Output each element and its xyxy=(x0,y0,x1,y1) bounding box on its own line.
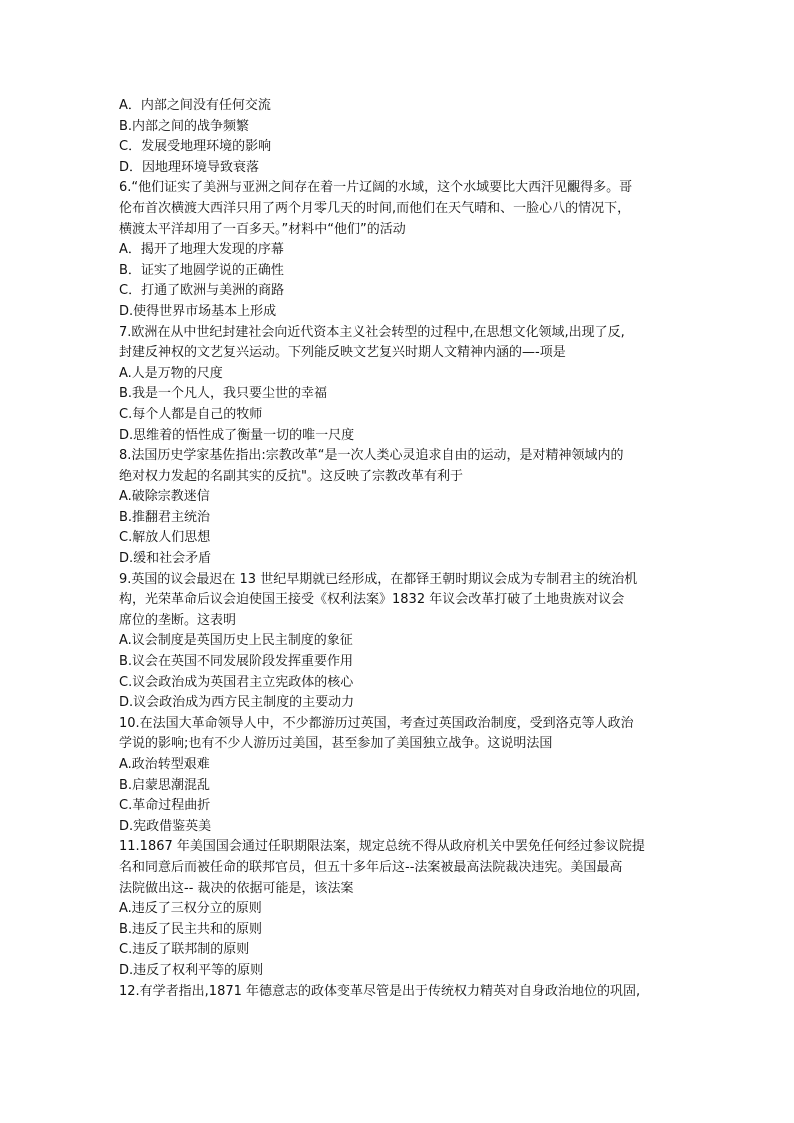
answer-option: A.违反了三权分立的原则 xyxy=(119,901,262,917)
question-stem-line: 7.欧洲在从中世纪封建社会向近代资本主义社会转型的过程中,在思想文化领域,出现了反, xyxy=(119,324,625,340)
answer-option: D．因地理环境导致衰落 xyxy=(119,159,260,175)
question-stem-line: 伦布首次横渡大西洋只用了两个月零几天的时间,而他们在天气晴和、一脸心八的情况下， xyxy=(119,200,631,216)
answer-option: B.议会在英国不同发展阶段发挥重要作用 xyxy=(119,654,354,670)
question-stem-line: 封建反神权的文艺复兴运动。下列能反映文艺复兴时期人文精神内涵的—-项是 xyxy=(119,345,566,361)
answer-option: A．揭开了地理大发现的序幕 xyxy=(119,242,284,258)
question-stem-line: 席位的垄断。这表明 xyxy=(119,612,237,628)
question-stem-line: 绝对权力发起的名副其实的反抗"。这反映了宗教改革有利于 xyxy=(119,468,463,484)
answer-option: B.推翻君主统治 xyxy=(119,509,211,525)
question-stem-line: 名和同意后而被任命的联邦官员，但五十多年后这--法案被最高法院裁决违宪。美国最高 xyxy=(119,859,623,875)
answer-option: A.破除宗教迷信 xyxy=(119,489,210,505)
answer-option: D.议会政治成为西方民主制度的主要动力 xyxy=(119,695,355,711)
answer-option: A.人是万物的尺度 xyxy=(119,365,223,381)
answer-option: A.政治转型艰难 xyxy=(119,757,210,772)
answer-option: C.违反了联邦制的原则 xyxy=(119,942,250,958)
answer-option: D.使得世界市场基本上形成 xyxy=(119,303,277,319)
question-stem-line: 构，光荣革命后议会迫使国王接受《权利法案》1832 年议会改革打破了土地贵族对议会 xyxy=(119,592,625,608)
answer-option: C.每个人都是自己的牧师 xyxy=(119,406,263,422)
answer-option: C.革命过程曲折 xyxy=(119,798,211,814)
answer-option: C.解放人们思想 xyxy=(119,530,211,546)
answer-option: B.违反了民主共和的原则 xyxy=(119,921,263,937)
answer-option: C．发展受地理环境的影响 xyxy=(119,139,272,155)
answer-option: B.启蒙思潮混乱 xyxy=(119,777,211,793)
answer-option: D.宪政借鉴英美 xyxy=(119,818,212,834)
answer-option: B.内部之间的战争频繁 xyxy=(119,118,250,134)
question-stem-line: 11.1867 年美国国会通过任职期限法案，规定总统不得从政府机关中罢免任何经过参议院提 xyxy=(119,839,645,855)
question-stem-line: 学说的影响;也有不少人游历过美国，甚至参加了美国独立战争。这说明法国 xyxy=(119,736,553,752)
answer-option: B．证实了地圆学说的正确性 xyxy=(119,262,284,278)
question-stem-line: 横渡太平洋却用了一百多天。”材料中“他们”的活动 xyxy=(119,221,406,237)
answer-option: A.议会制度是英国历史上民主制度的象征 xyxy=(119,633,353,649)
question-stem-line: 6.“他们证实了美洲与亚洲之间存在着一片辽阔的水域，这个水域要比大西汗见覼得多。哥 xyxy=(119,180,633,196)
question-stem-line: 法院做出这-- 裁决的依据可能是，该法案 xyxy=(119,880,354,896)
answer-option: C．打通了欧洲与美洲的商路 xyxy=(119,283,285,299)
question-stem-line: 12.有学者指出,1871 年德意志的政体变革尽管是出于传统权力精英对自身政治地位的巩固, xyxy=(119,983,641,999)
question-stem-line: 8.法国历史学家基佐指出:宗教改革“是一次人类心灵追求自由的运动，是对精神领域内的 xyxy=(119,448,624,464)
answer-option: C.议会政治成为英国君主立宪政体的核心 xyxy=(119,674,354,690)
question-stem-line: 9.英国的议会最迟在 13 世纪早期就已经形成，在都铎王朝时期议会成为专制君主的统治机 xyxy=(119,571,638,587)
answer-option: B.我是一个凡人，我只要尘世的幸福 xyxy=(119,386,328,402)
answer-option: D.违反了权利平等的原则 xyxy=(119,962,264,978)
question-stem-line: 10.在法国大革命领导人中，不少都游历过英国，考查过英国政治制度，受到洛克等人政治 xyxy=(119,715,634,731)
answer-option: A．内部之间没有任何交流 xyxy=(119,98,271,113)
exam-question-text xyxy=(119,96,679,1002)
answer-option: D.缓和社会矛盾 xyxy=(119,551,212,567)
answer-option: D.思维着的悟性成了衡量一切的唯一尺度 xyxy=(119,427,355,443)
